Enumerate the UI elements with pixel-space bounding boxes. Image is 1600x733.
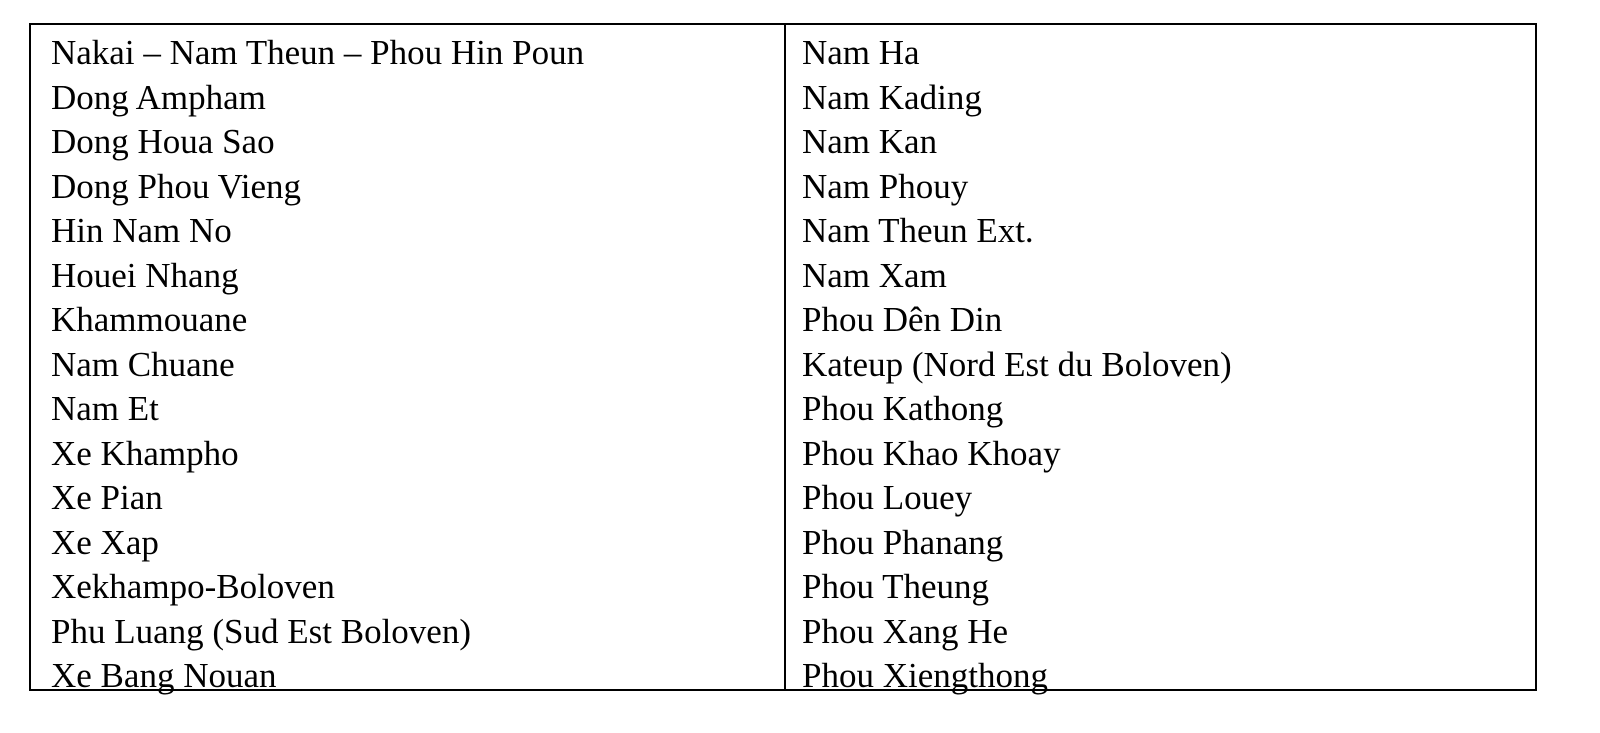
left-column-list [51,31,784,699]
right-column [786,25,1535,695]
list-item: Dong Phou Vieng [51,166,302,206]
list-item: Phou Xang He [802,611,1009,651]
list-item: Phou Louey [802,478,973,517]
list-item: Phou Phanang [802,522,1004,562]
list-item: Phou Theung [802,567,989,606]
list-item: Xekhampo-Boloven [51,567,335,606]
list-item: Dong Houa Sao [51,122,275,161]
left-column [31,25,786,695]
list-item: Phu Luang (Sud Est Boloven) [51,611,471,651]
list-item: Nam Xam [802,255,947,295]
protected-areas-table [29,23,1537,695]
list-item: Phou Dên Din [802,300,1003,339]
list-item: Hin Nam No [51,211,232,250]
list-item: Phou Khao Khoay [802,433,1061,473]
right-column-list [802,31,1535,699]
list-item: Nam Kan [802,122,938,161]
list-item: Nam Et [51,389,159,428]
list-item: Xe Pian [51,478,163,517]
list-item: Nam Kading [802,77,982,117]
list-item: Nakai – Nam Theun – Phou Hin Poun [51,33,585,72]
list-item: Nam Ha [802,33,920,72]
list-item: Nam Theun Ext. [802,211,1034,250]
list-item: Xe Bang Nouan [51,656,277,695]
list-item: Xe Khampho [51,433,239,473]
list-item: Dong Ampham [51,77,266,117]
list-item: Xe Xap [51,522,159,562]
list-item: Houei Nhang [51,255,239,295]
list-item: Phou Xiengthong [802,656,1048,695]
list-item: Phou Kathong [802,389,1004,428]
list-item: Nam Chuane [51,344,235,384]
list-item: Khammouane [51,300,248,339]
list-item: Nam Phouy [802,166,969,206]
list-item: Kateup (Nord Est du Boloven) [802,344,1232,384]
